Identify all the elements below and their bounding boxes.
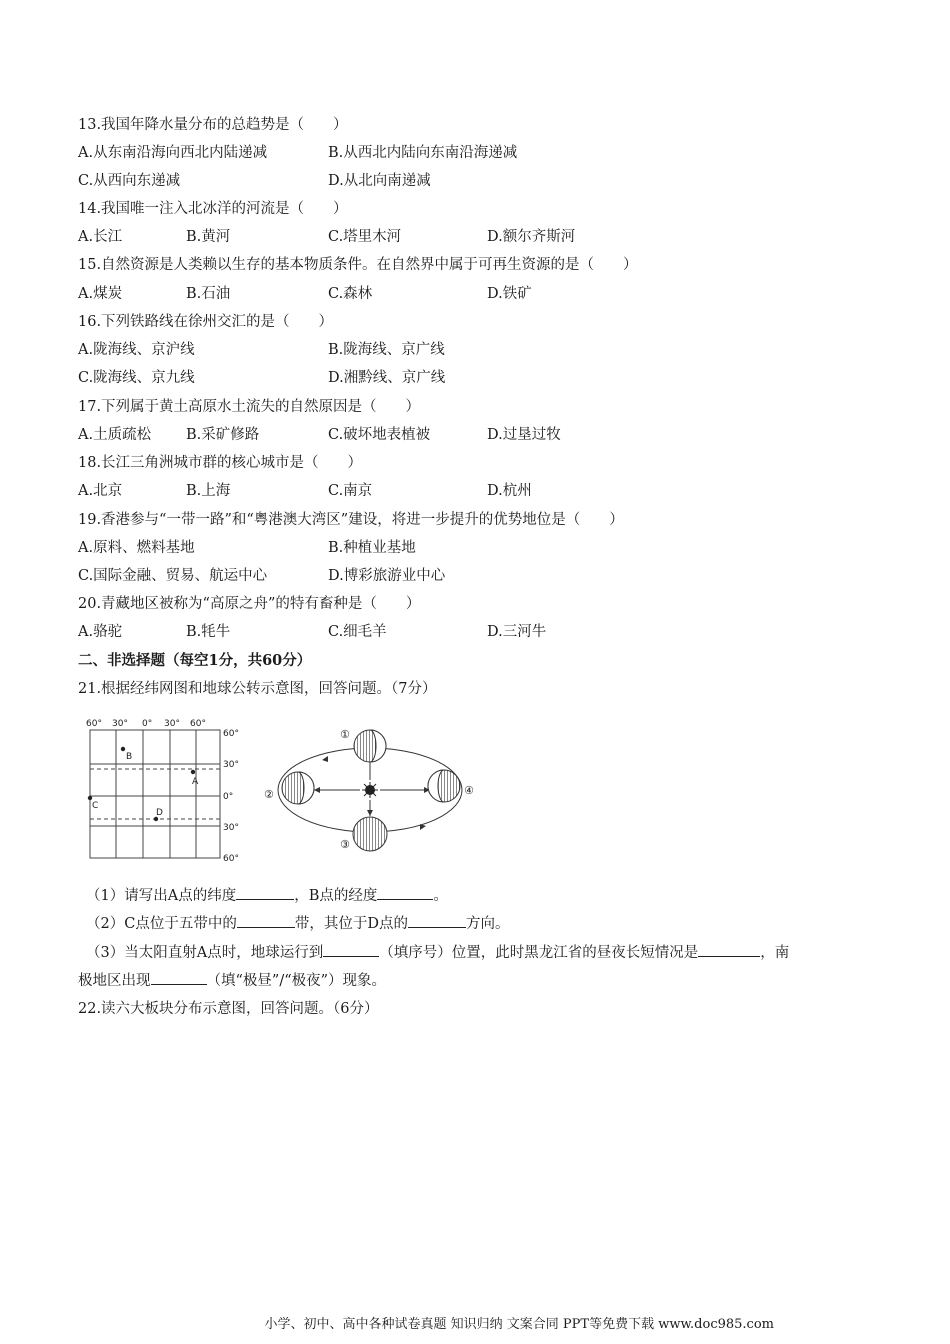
q21-sub2 (86, 913, 509, 934)
orbit-label-1: ① (340, 728, 350, 741)
section-2-title: 二、非选择题（每空1分，共60分） (78, 652, 312, 669)
q21-sub3-text-b: （填序号）位置，此时黑龙江省的昼夜长短情况是 (379, 945, 699, 961)
orbit-label-3: ③ (340, 838, 350, 851)
answer-blank-c-direction[interactable] (408, 913, 466, 928)
q16-option-b: B.陇海线、京广线 (328, 342, 445, 358)
q18-option-b: B.上海 (186, 483, 231, 499)
q20-option-a: A.骆驼 (78, 624, 123, 640)
q21-sub1-text-b: ，B点的经度 (294, 888, 378, 904)
question-16-stem: 16.下列铁路线在徐州交汇的是（ ） (78, 314, 334, 330)
answer-blank-day-night[interactable] (698, 942, 760, 957)
q19-option-c: C.国际金融、贸易、航运中心 (78, 568, 268, 584)
q17-option-d: D.过垦过牧 (487, 427, 561, 443)
q20-option-c: C.细毛羊 (328, 624, 387, 640)
lat-long-grid-figure (86, 716, 246, 866)
point-a-label: A (192, 777, 199, 787)
earth-position-3-icon (353, 817, 387, 851)
q17-option-a: A.土质疏松 (78, 427, 152, 443)
question-21-stem: 21.根据经纬网图和地球公转示意图，回答问题。（7分） (78, 681, 437, 697)
grid-right-label-4: 30° (223, 823, 239, 833)
q21-sub2-text-b: 带，其位于D点的 (294, 916, 408, 932)
q20-option-b: B.牦牛 (186, 624, 231, 640)
q19-option-a: A.原料、燃料基地 (78, 540, 195, 556)
q18-option-c: C.南京 (328, 483, 373, 499)
grid-top-label-4: 30° (164, 719, 180, 729)
answer-blank-polar[interactable] (151, 970, 207, 985)
footer-text: 小学、初中、高中各种试卷真题 知识归纳 文案合同 PPT等免费下载 www.doc985.com (264, 1317, 774, 1332)
q21-sub2-text-a: （2）C点位于五带中的 (86, 916, 237, 932)
earth-position-2-icon (282, 772, 314, 804)
q17-option-c: C.破坏地表植被 (328, 427, 431, 443)
q15-option-b: B.石油 (186, 286, 231, 302)
q21-sub3 (86, 942, 789, 963)
earth-position-1-icon (354, 730, 386, 762)
q21-sub2-text-c: 方向。 (465, 916, 510, 932)
q15-option-a: A.煤炭 (78, 286, 123, 302)
earth-position-4-icon (428, 770, 460, 802)
grid-top-label-2: 30° (112, 719, 128, 729)
q13-option-c: C.从西向东递减 (78, 173, 181, 189)
q16-option-a: A.陇海线、京沪线 (78, 342, 195, 358)
question-22-stem: 22.读六大板块分布示意图，回答问题。（6分） (78, 1001, 379, 1017)
grid-right-label-1: 60° (223, 729, 239, 739)
q15-option-d: D.铁矿 (487, 286, 532, 302)
q13-option-b: B.从西北内陆向东南沿海递减 (328, 145, 518, 161)
grid-top-label-3: 0° (142, 719, 153, 729)
orbit-label-2: ② (264, 788, 274, 801)
grid-top-label-5: 60° (190, 719, 206, 729)
question-14-stem: 14.我国唯一注入北冰洋的河流是（ ） (78, 201, 348, 217)
q18-option-d: D.杭州 (487, 483, 532, 499)
q14-option-c: C.塔里木河 (328, 229, 402, 245)
sun-icon (362, 782, 378, 798)
point-c-label: C (92, 801, 99, 811)
q14-option-b: B.黄河 (186, 229, 231, 245)
q16-option-c: C.陇海线、京九线 (78, 370, 195, 386)
answer-blank-position[interactable] (323, 942, 379, 957)
question-15-stem: 15.自然资源是人类赖以生存的基本物质条件。在自然界中属于可再生资源的是（ ） (78, 257, 638, 273)
answer-blank-a-latitude[interactable] (236, 885, 294, 900)
point-b-label: B (126, 752, 133, 762)
answer-blank-c-zone[interactable] (237, 913, 295, 928)
point-d-label: D (156, 808, 163, 818)
q21-sub1-text-c: 。 (433, 888, 448, 904)
q18-option-a: A.北京 (78, 483, 123, 499)
orbit-label-4: ④ (464, 784, 474, 797)
q21-sub1-text-a: （1）请写出A点的纬度 (86, 888, 237, 904)
question-20-stem: 20.青藏地区被称为“高原之舟”的特有畜种是（ ） (78, 596, 421, 612)
q21-sub3-cont (78, 970, 386, 991)
q17-option-b: B.采矿修路 (186, 427, 260, 443)
q21-sub3-text-d: 极地区出现 (78, 973, 151, 989)
q16-option-d: D.湘黔线、京广线 (328, 370, 446, 386)
q21-sub3-text-e: （填“极昼”/“极夜”）现象。 (206, 973, 387, 989)
q14-option-d: D.额尔齐斯河 (487, 229, 576, 245)
q21-sub1 (86, 885, 448, 906)
question-19-stem: 19.香港参与“一带一路”和“粤港澳大湾区”建设，将进一步提升的优势地位是（ ） (78, 512, 624, 528)
grid-top-label-1: 60° (86, 719, 102, 729)
q19-option-d: D.博彩旅游业中心 (328, 568, 446, 584)
q13-option-d: D.从北向南递减 (328, 173, 431, 189)
grid-right-label-2: 30° (223, 760, 239, 770)
q19-option-b: B.种植业基地 (328, 540, 416, 556)
q13-option-a: A.从东南沿海向西北内陆递减 (78, 145, 268, 161)
answer-blank-b-longitude[interactable] (377, 885, 433, 900)
grid-right-label-5: 60° (223, 854, 239, 864)
grid-right-label-3: 0° (223, 792, 234, 802)
q20-option-d: D.三河牛 (487, 624, 547, 640)
question-13-stem: 13.我国年降水量分布的总趋势是（ ） (78, 117, 348, 133)
question-17-stem: 17.下列属于黄土高原水土流失的自然原因是（ ） (78, 399, 421, 415)
earth-revolution-figure (258, 716, 480, 856)
q14-option-a: A.长江 (78, 229, 123, 245)
q21-sub3-text-c: ，南 (760, 945, 790, 961)
q15-option-c: C.森林 (328, 286, 373, 302)
question-18-stem: 18.长江三角洲城市群的核心城市是（ ） (78, 455, 363, 471)
q21-sub3-text-a: （3）当太阳直射A点时，地球运行到 (86, 945, 324, 961)
